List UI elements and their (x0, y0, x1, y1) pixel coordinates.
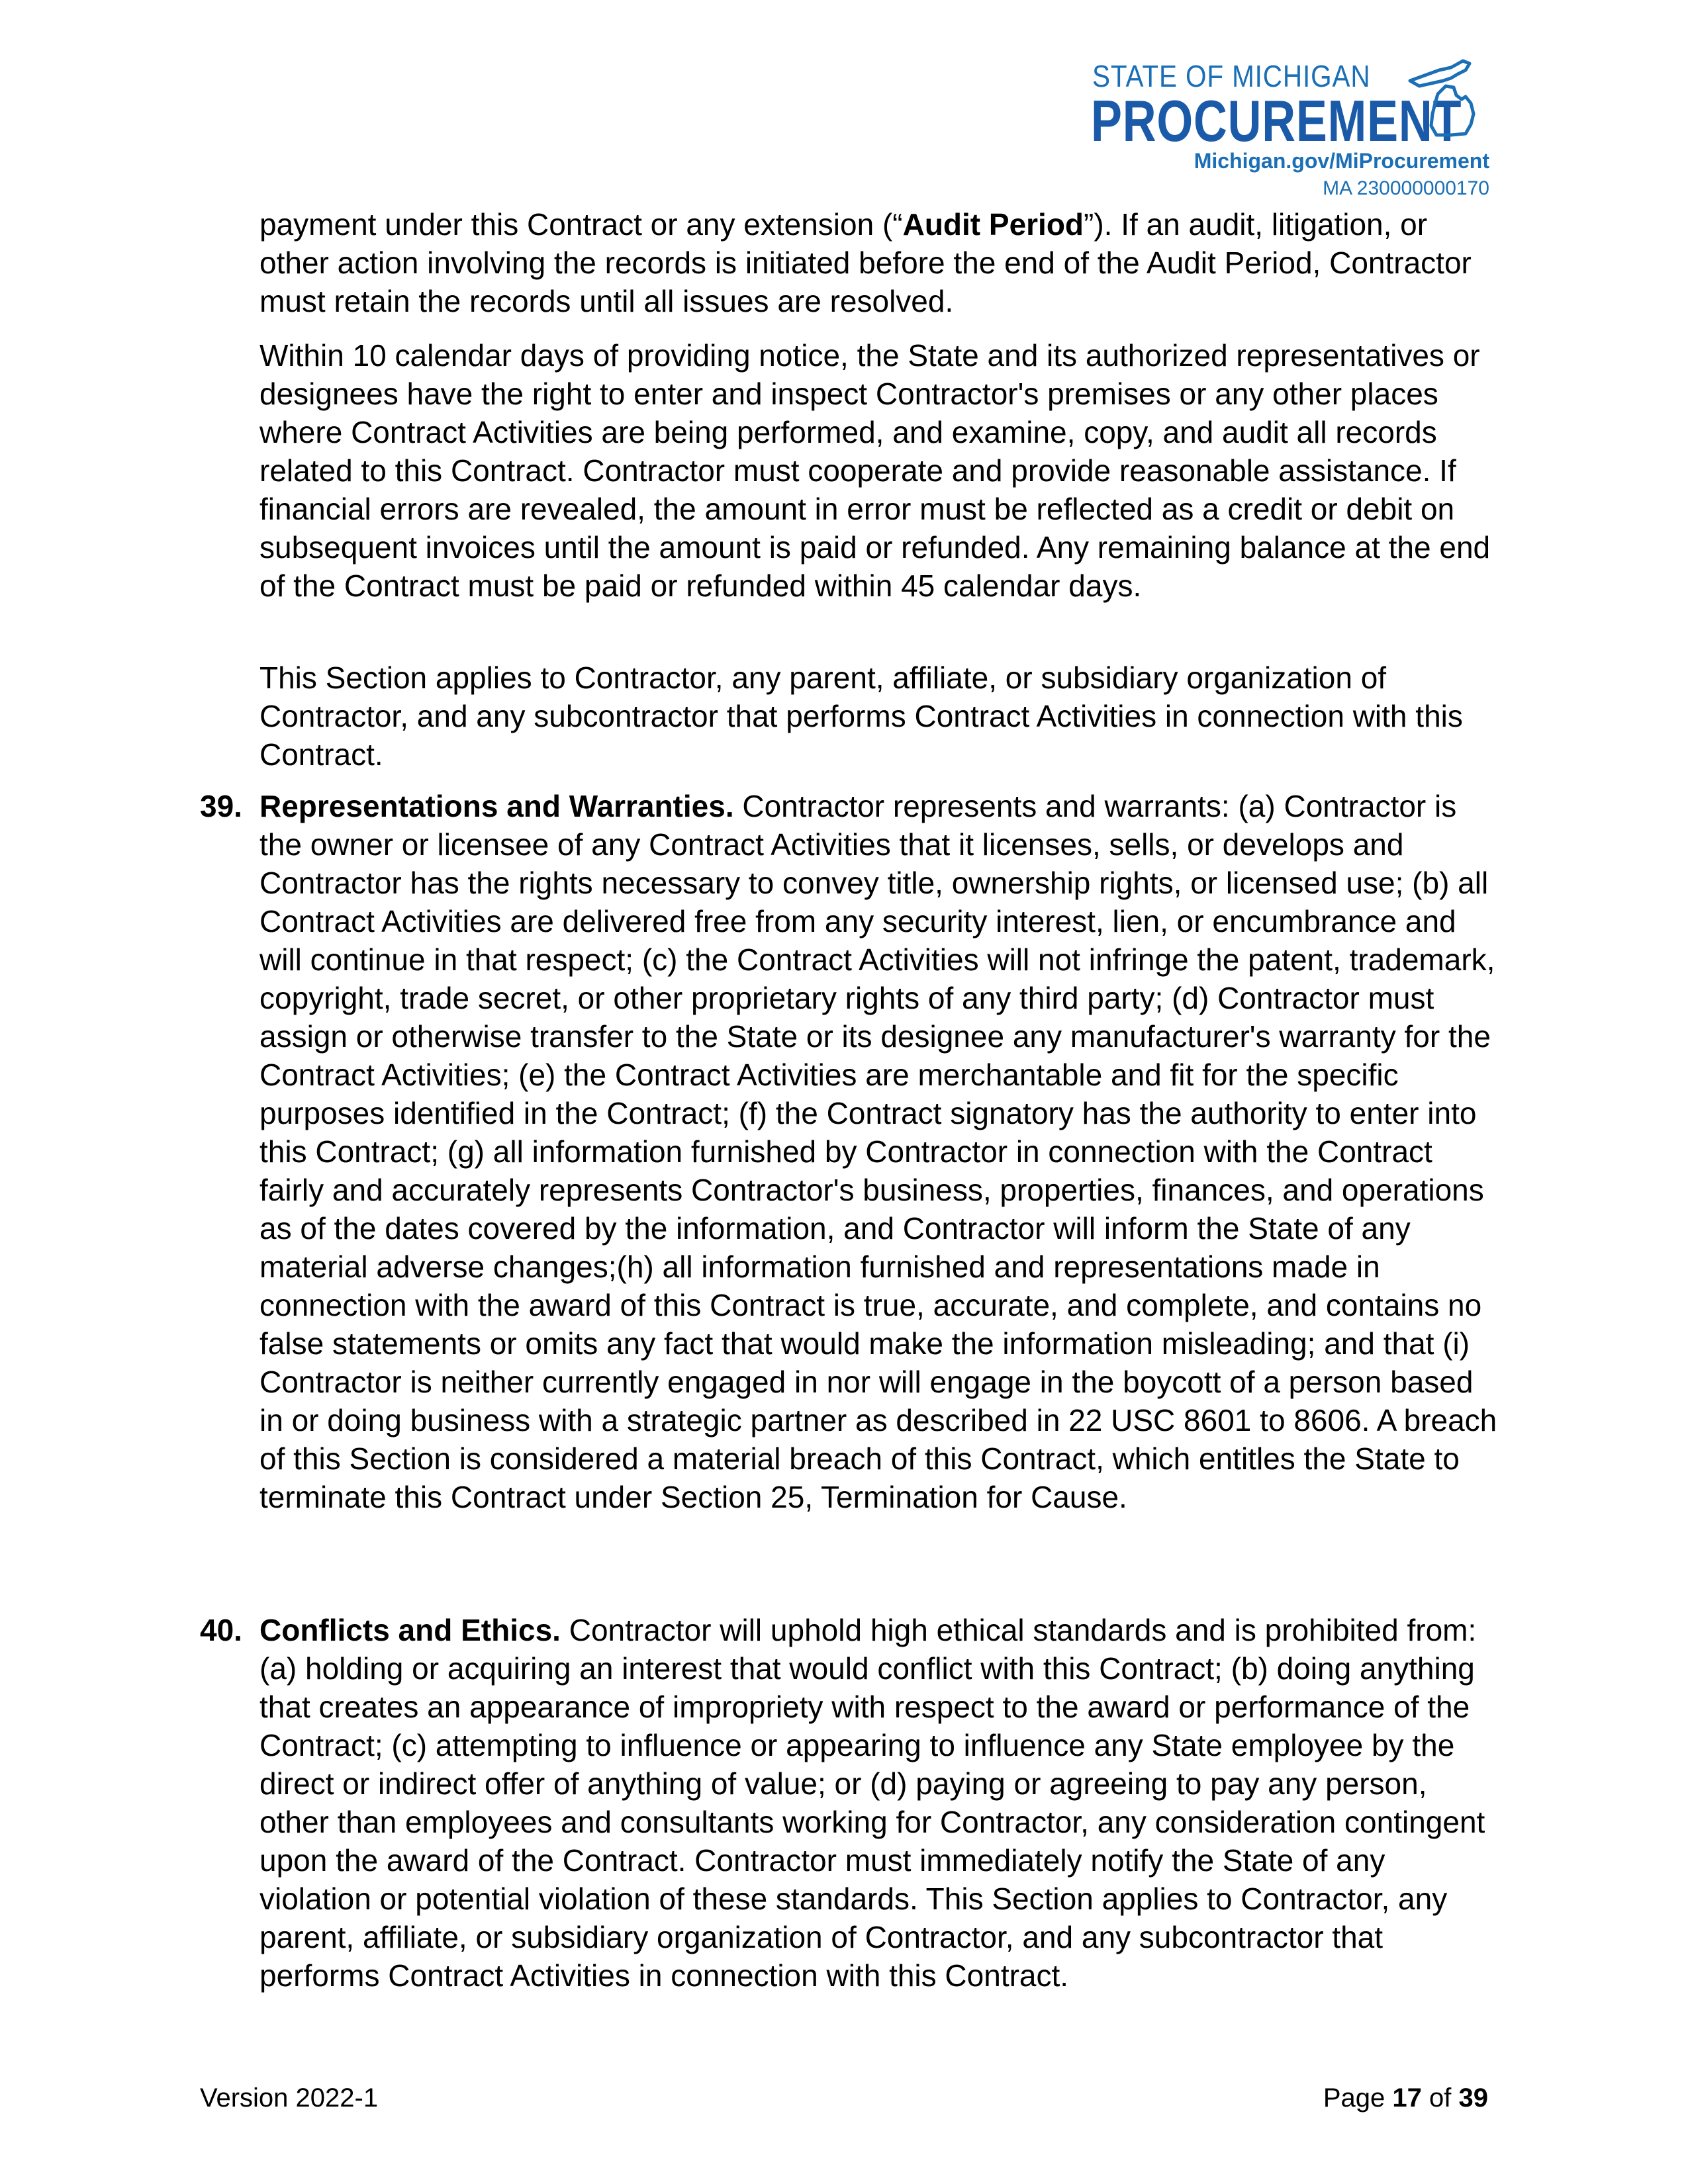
section-title: Representations and Warranties. (259, 789, 734, 823)
logo-url: Michigan.gov/MiProcurement (1194, 149, 1489, 173)
applicability-paragraph: This Section applies to Contractor, any parent, affiliate, or subsidiary organization of Contractor, and any subcontractor that performs Contract Activities in connection with this Contract. (259, 660, 1463, 772)
logo-state-text: STATE OF MICHIGAN (1092, 59, 1371, 93)
section-body (259, 1611, 1504, 1995)
section-number: 39. (200, 789, 242, 823)
audit-period-term: Audit Period (902, 207, 1084, 242)
paragraph-text: payment under this Contract or any extension (“ (259, 207, 903, 242)
section-title: Conflicts and Ethics. (259, 1613, 561, 1647)
section-text: Contractor will uphold high ethical standards and is prohibited from: (a) holding or acquiring an interest that would conflict with this Contract; (b) doing anything that creates an appearance of impropriety with respect to the award or performance of the Contract; (c) attempting to influence or appearing to influence any State employee by the direct or indirect offer of anything of value; or (d) paying or agreeing to pay any person, other than employees and consultants working for Contractor, any consideration contingent upon the award of the Contract. Contractor must immediately notify the State of any violation or potential violation of these standards. This Section applies to Contractor, any parent, affiliate, or subsidiary organization of Contractor, and any subcontractor that performs Contract Activities in connection with this Contract. (259, 1613, 1485, 1993)
section-number: 40. (200, 1613, 242, 1647)
contract-number: MA 230000000170 (1323, 177, 1489, 199)
logo-procurement-text: PROCUREMENT (1091, 88, 1462, 154)
page-number (1323, 2083, 1488, 2113)
procurement-logo (1086, 53, 1496, 205)
page-total: 39 (1458, 2083, 1488, 2113)
michigan-map-icon (1405, 56, 1491, 145)
paragraph-text: ”). If an audit, litigation, or other action involving the records is initiated before the end of the Audit Period, Contractor must retain the records until all issues are resolved. (259, 207, 1472, 318)
section-body (259, 787, 1504, 1516)
audit-period-paragraph (259, 205, 1504, 320)
version-label: Version 2022-1 (200, 2083, 379, 2113)
page-current: 17 (1392, 2083, 1422, 2113)
page-prefix: Page (1323, 2083, 1393, 2113)
inspection-paragraph: Within 10 calendar days of providing notice, the State and its authorized representatives or designees have the right to enter and inspect Contractor's premises or any other places where Contract Activities are being performed, and examine, copy, and audit all records related to this Contract. Contractor must cooperate and provide reasonable assistance. If financial errors are revealed, the amount in error must be reflected as a credit or debit on subsequent invoices until the amount is paid or refunded. Any remaining balance at the end of the Contract must be paid or refunded within 45 calendar days. (259, 338, 1491, 603)
page-of: of (1421, 2083, 1459, 2113)
section-text: Contractor represents and warrants: (a) Contractor is the owner or licensee of any Contract Activities that it licenses, sells, or develops and Contractor has the rights necessary to convey title, ownership rights, or licensed use; (b) all Contract Activities are delivered free from any security interest, lien, or encumbrance and will continue in that respect; (c) the Contract Activities will not infringe the patent, trademark, copyright, trade secret, or other proprietary rights of any third party; (d) Contractor must assign or otherwise transfer to the State or its designee any manufacturer's warranty for the Contract Activities; (e) the Contract Activities are merchantable and fit for the specific purposes identified in the Contract; (f) the Contract signatory has the authority to enter into this Contract; (g) all information furnished by Contractor in connection with the Contract fairly and accurately represents Contractor's business, properties, finances, and operations as of the dates covered by the information, and Contractor will inform the State of any material adverse changes;(h) all information furnished and representations made in connection with the award of this Contract is true, accurate, and complete, and contains no false statements or omits any fact that would make the information misleading; and that (i) Contractor is neither currently engaged in nor will engage in the boycott of a person based in or doing business with a strategic partner as described in 22 USC 8601 to 8606. A breach of this Section is considered a material breach of this Contract, which entitles the State to terminate this Contract under Section 25, Termination for Cause. (259, 789, 1497, 1514)
